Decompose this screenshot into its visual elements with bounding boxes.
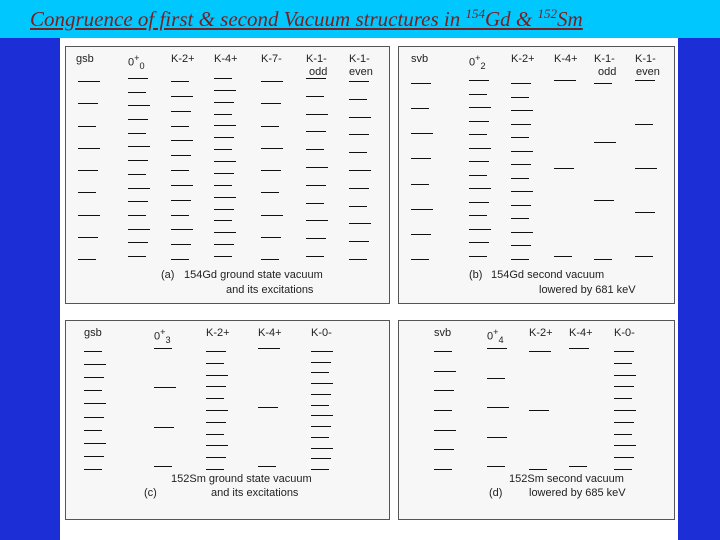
level-line: [614, 375, 636, 376]
sub-odd: odd: [309, 66, 328, 78]
level-line: [261, 192, 279, 193]
level-line: [434, 469, 452, 470]
level-line: [469, 94, 487, 95]
level-line: [214, 125, 236, 126]
level-line: [171, 140, 193, 141]
level-line: [469, 188, 491, 189]
level-line: [258, 407, 278, 408]
sub-odd: odd: [598, 66, 617, 78]
level-line: [511, 245, 531, 246]
level-line: [349, 134, 369, 135]
header-k0: K-0-: [614, 327, 635, 339]
level-line: [487, 407, 509, 408]
header-k1-even: K-1-: [635, 53, 656, 65]
level-line: [434, 410, 452, 411]
caption-line-1: 154Gd ground state vacuum: [184, 269, 323, 281]
level-line: [487, 348, 507, 349]
panel-letter: (a): [161, 269, 175, 281]
level-line: [434, 351, 452, 352]
level-line: [434, 449, 454, 450]
level-line: [349, 259, 367, 260]
header-k4: K-4+: [569, 327, 593, 339]
level-line: [206, 410, 228, 411]
level-line: [128, 133, 146, 134]
header-0plus: $0^+_4$: [487, 327, 504, 345]
level-line: [311, 351, 333, 352]
figure-area: [60, 38, 678, 540]
level-line: [261, 81, 283, 82]
level-line: [214, 185, 232, 186]
level-line: [78, 237, 98, 238]
level-line: [311, 426, 331, 427]
level-line: [614, 398, 632, 399]
level-line: [511, 205, 531, 206]
header-gsb: gsb: [76, 53, 94, 65]
level-line: [128, 174, 146, 175]
header-gsb: gsb: [84, 327, 102, 339]
level-line: [171, 155, 191, 156]
level-line: [84, 351, 102, 352]
caption-line-2: lowered by 681 keV: [539, 284, 636, 296]
level-line: [349, 170, 371, 171]
header-k1-odd: K-1-: [306, 53, 327, 65]
header-k1-even: K-1-: [349, 53, 370, 65]
level-line: [206, 469, 224, 470]
level-line: [261, 215, 283, 216]
level-line: [84, 443, 106, 444]
level-line: [349, 206, 367, 207]
level-line: [261, 148, 283, 149]
caption-line-2: and its excitations: [226, 284, 314, 296]
sub-even: even: [636, 66, 660, 78]
level-line: [171, 229, 193, 230]
level-line: [306, 256, 324, 257]
level-line: [614, 422, 634, 423]
level-line: [84, 403, 106, 404]
level-line: [214, 256, 232, 257]
header-svb: svb: [434, 327, 452, 339]
caption-line-1: 152Sm second vacuum: [509, 473, 624, 485]
level-line: [311, 469, 329, 470]
level-line: [214, 102, 234, 103]
level-scheme-panel-a: [65, 46, 390, 304]
level-line: [306, 96, 324, 97]
level-line: [469, 242, 489, 243]
header-svb: svb: [411, 53, 429, 65]
level-line: [469, 215, 487, 216]
level-line: [78, 103, 98, 104]
level-line: [311, 458, 331, 459]
header-k1-odd: K-1-: [594, 53, 615, 65]
level-line: [469, 80, 489, 81]
level-line: [78, 170, 98, 171]
level-line: [614, 434, 632, 435]
level-line: [306, 203, 324, 204]
level-line: [78, 215, 100, 216]
level-line: [258, 348, 280, 349]
level-line: [128, 242, 148, 243]
level-scheme-panel-c: [65, 320, 390, 520]
level-line: [469, 134, 487, 135]
level-line: [128, 92, 146, 93]
level-line: [261, 259, 279, 260]
level-line: [511, 83, 531, 84]
level-line: [311, 372, 329, 373]
level-line: [511, 110, 533, 111]
level-line: [469, 148, 491, 149]
level-line: [206, 351, 226, 352]
level-line: [128, 78, 148, 79]
level-line: [78, 81, 100, 82]
level-line: [154, 427, 174, 428]
level-line: [614, 363, 632, 364]
level-line: [554, 80, 576, 81]
header-k4: K-4+: [214, 53, 238, 65]
level-line: [214, 232, 236, 233]
level-line: [154, 466, 172, 467]
level-line: [154, 387, 176, 388]
level-line: [411, 259, 429, 260]
level-line: [128, 119, 148, 120]
level-line: [171, 126, 189, 127]
header-k4: K-4+: [258, 327, 282, 339]
level-line: [78, 126, 96, 127]
level-line: [469, 202, 489, 203]
level-line: [171, 111, 191, 112]
level-line: [511, 218, 529, 219]
level-line: [78, 259, 96, 260]
level-line: [84, 456, 104, 457]
level-line: [84, 417, 104, 418]
level-line: [469, 161, 489, 162]
caption-line-2: lowered by 685 keV: [529, 487, 626, 499]
level-line: [128, 256, 146, 257]
level-line: [511, 97, 529, 98]
level-line: [411, 184, 429, 185]
level-line: [434, 390, 454, 391]
level-line: [171, 259, 189, 260]
header-0plus: $0^+_3$: [154, 327, 171, 345]
level-line: [128, 160, 148, 161]
level-line: [306, 185, 326, 186]
level-line: [469, 121, 489, 122]
level-line: [349, 241, 369, 242]
level-line: [261, 170, 281, 171]
level-line: [311, 448, 333, 449]
level-line: [171, 81, 189, 82]
level-line: [311, 383, 333, 384]
header-k7: K-7-: [261, 53, 282, 65]
level-line: [84, 430, 102, 431]
level-line: [529, 351, 551, 352]
level-line: [206, 457, 226, 458]
level-line: [511, 124, 531, 125]
level-line: [349, 223, 371, 224]
header-0plus: $0^+_0$: [128, 53, 145, 71]
level-line: [349, 99, 367, 100]
level-line: [411, 83, 431, 84]
level-line: [511, 259, 529, 260]
level-line: [554, 256, 572, 257]
level-line: [206, 386, 226, 387]
level-line: [128, 146, 150, 147]
level-line: [206, 398, 224, 399]
level-line: [214, 197, 236, 198]
header-k0: K-0-: [311, 327, 332, 339]
header-k2: K-2+: [206, 327, 230, 339]
level-line: [434, 371, 456, 372]
level-line: [469, 256, 487, 257]
level-line: [411, 108, 429, 109]
level-line: [84, 469, 102, 470]
level-line: [469, 107, 491, 108]
header-k4: K-4+: [554, 53, 578, 65]
level-line: [214, 220, 232, 221]
panel-letter: (d): [489, 487, 503, 499]
level-line: [614, 469, 632, 470]
level-line: [128, 229, 150, 230]
header-k2: K-2+: [511, 53, 535, 65]
caption-line-1: 154Gd second vacuum: [491, 269, 605, 281]
level-line: [614, 410, 636, 411]
level-line: [635, 212, 655, 213]
level-line: [206, 445, 228, 446]
level-line: [306, 238, 326, 239]
level-line: [311, 405, 329, 406]
level-line: [306, 167, 328, 168]
level-line: [349, 81, 369, 82]
level-line: [487, 437, 507, 438]
level-line: [487, 378, 505, 379]
level-line: [511, 232, 533, 233]
level-line: [614, 457, 634, 458]
level-line: [594, 200, 614, 201]
level-line: [569, 466, 587, 467]
level-line: [214, 244, 234, 245]
level-line: [594, 259, 612, 260]
level-line: [214, 90, 236, 91]
slide-title: Congruence of first & second Vacuum structures in $^{154}$Gd & $^{152}$Sm: [30, 6, 583, 31]
level-line: [206, 375, 228, 376]
level-line: [411, 158, 431, 159]
level-line: [411, 133, 433, 134]
level-scheme-panel-b: [398, 46, 675, 304]
level-line: [306, 149, 324, 150]
level-line: [128, 105, 150, 106]
level-line: [349, 188, 369, 189]
level-line: [171, 200, 191, 201]
level-line: [306, 114, 328, 115]
level-line: [154, 348, 172, 349]
panel-letter: (b): [469, 269, 483, 281]
level-line: [311, 394, 331, 395]
level-line: [206, 363, 224, 364]
level-line: [349, 117, 371, 118]
sub-even: even: [349, 66, 373, 78]
level-line: [614, 386, 634, 387]
level-line: [214, 149, 232, 150]
header-k2: K-2+: [171, 53, 195, 65]
level-line: [511, 191, 533, 192]
caption-line-1: 152Sm ground state vacuum: [171, 473, 312, 485]
level-line: [84, 377, 104, 378]
level-line: [635, 256, 653, 257]
level-line: [614, 445, 636, 446]
level-line: [529, 469, 547, 470]
level-line: [614, 351, 634, 352]
level-line: [434, 430, 456, 431]
caption-line-2: and its excitations: [211, 487, 299, 499]
level-line: [511, 178, 529, 179]
level-line: [635, 124, 653, 125]
level-line: [214, 173, 234, 174]
level-line: [349, 152, 367, 153]
level-line: [594, 83, 612, 84]
level-line: [258, 466, 276, 467]
level-line: [261, 103, 281, 104]
level-line: [171, 244, 191, 245]
level-line: [261, 126, 279, 127]
level-line: [128, 215, 146, 216]
level-line: [214, 209, 234, 210]
level-line: [214, 114, 232, 115]
level-line: [206, 422, 226, 423]
level-line: [171, 96, 193, 97]
level-line: [311, 415, 333, 416]
level-line: [171, 170, 189, 171]
level-line: [78, 192, 96, 193]
level-line: [569, 348, 589, 349]
level-line: [487, 466, 505, 467]
level-line: [261, 237, 281, 238]
title-bar: [0, 0, 720, 38]
level-line: [214, 78, 232, 79]
level-line: [635, 168, 657, 169]
level-line: [171, 215, 189, 216]
level-line: [594, 142, 616, 143]
panel-letter: (c): [144, 487, 157, 499]
level-line: [635, 80, 655, 81]
level-line: [214, 137, 234, 138]
level-line: [78, 148, 100, 149]
level-line: [306, 78, 326, 79]
level-line: [206, 434, 224, 435]
level-line: [306, 220, 328, 221]
level-line: [311, 362, 331, 363]
level-line: [411, 209, 433, 210]
level-line: [128, 201, 148, 202]
level-line: [511, 164, 531, 165]
level-line: [511, 137, 529, 138]
level-line: [171, 185, 193, 186]
level-line: [554, 168, 574, 169]
level-line: [306, 131, 326, 132]
level-line: [214, 161, 236, 162]
level-line: [469, 175, 487, 176]
level-scheme-panel-d: [398, 320, 675, 520]
level-line: [511, 151, 533, 152]
level-line: [529, 410, 549, 411]
level-line: [84, 364, 106, 365]
level-line: [311, 437, 329, 438]
level-line: [128, 188, 150, 189]
level-line: [411, 234, 431, 235]
level-line: [84, 390, 102, 391]
header-0plus: $0^+_2$: [469, 53, 486, 71]
level-line: [469, 229, 491, 230]
header-k2: K-2+: [529, 327, 553, 339]
